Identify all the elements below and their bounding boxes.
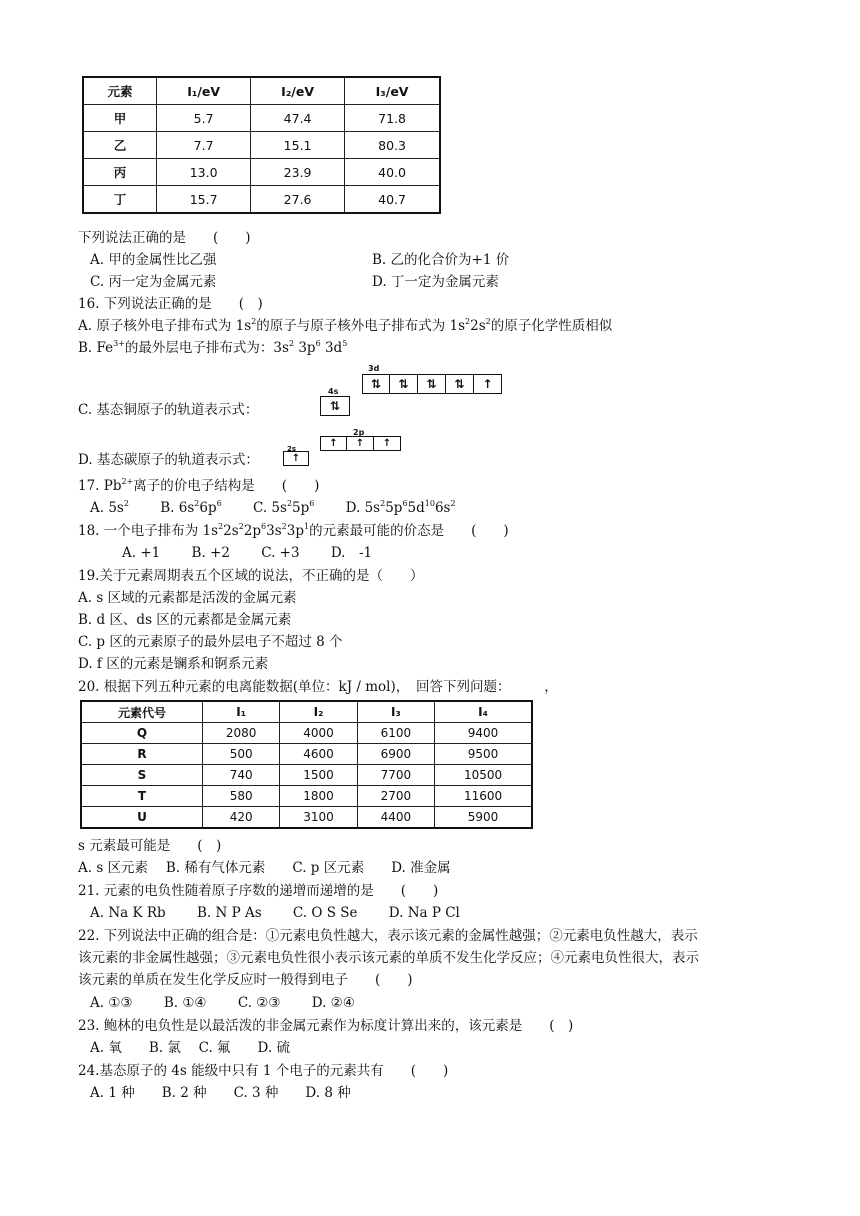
table-cell: S	[81, 765, 202, 786]
orbital-box: ↑	[283, 451, 309, 466]
sup: 2	[194, 499, 200, 508]
table-cell: 9400	[435, 723, 532, 744]
table-cell: 3100	[280, 807, 357, 829]
q22-options: A. ①③ B. ①④ C. ②③ D. ②④	[90, 995, 355, 1011]
text: 的元素最可能的价态是 ( )	[309, 523, 509, 539]
table-cell: 6900	[357, 744, 434, 765]
table-header-cell: I₂/eV	[251, 77, 345, 105]
table-row	[81, 786, 532, 807]
q16-option-d: D. 基态碳原子的轨道表示式：	[78, 452, 259, 468]
sup: 2	[218, 522, 224, 531]
text: 3p	[286, 523, 304, 539]
text: 3p	[294, 340, 316, 356]
table-cell: R	[81, 744, 202, 765]
sup: 5	[342, 339, 348, 348]
table-header-cell: I₁/eV	[157, 77, 251, 105]
table-cell: 1800	[280, 786, 357, 807]
table-cell: 丁	[83, 186, 157, 214]
sup: 6	[261, 522, 267, 531]
ionization-table-1	[82, 76, 441, 214]
table-cell: 6100	[357, 723, 434, 744]
table-cell: 47.4	[251, 105, 345, 132]
table-row	[83, 132, 440, 159]
text: 的原子化学性质相似	[490, 318, 613, 334]
table-cell: 2700	[357, 786, 434, 807]
table-header-cell: I₂	[280, 701, 357, 723]
orbital-box: ⇅	[418, 374, 446, 394]
text: 2s	[223, 523, 239, 539]
q18-stem	[78, 521, 509, 541]
table-header-cell: 元素	[83, 77, 157, 105]
orbital-box: ⇅	[446, 374, 474, 394]
table-row	[83, 159, 440, 186]
q15-stem: 下列说法正确的是 ( )	[78, 230, 251, 246]
table-cell: 27.6	[251, 186, 345, 214]
sup: 1	[303, 522, 310, 531]
table-row	[81, 723, 532, 744]
sup: 2	[123, 499, 129, 508]
text: B. 6s	[160, 500, 195, 516]
table-cell: 40.7	[345, 186, 440, 214]
sup: 6	[315, 339, 321, 348]
sup: 2	[288, 339, 295, 348]
q19-option-c: C. p 区的元素原子的最外层电子不超过 8 个	[78, 634, 343, 650]
text: 3s	[266, 523, 282, 539]
cu-3d-orbital-boxes	[362, 374, 502, 394]
text: 6p	[199, 500, 217, 516]
table-header-cell: 元素代号	[81, 701, 202, 723]
q22-line-3: 该元素的单质在发生化学反应时一般得到电子 ( )	[78, 972, 413, 988]
c-2p-orbital-boxes	[320, 436, 401, 451]
table-cell: 4000	[280, 723, 357, 744]
table-cell: 80.3	[345, 132, 440, 159]
table-cell: 740	[202, 765, 279, 786]
orbital-label-4s: 4s	[328, 387, 339, 396]
orbital-label-2p: 2p	[353, 428, 365, 437]
q15-option-d: D. 丁一定为金属元素	[372, 274, 499, 290]
sup: 2+	[121, 477, 134, 486]
q20-sub-question: s 元素最可能是 ( )	[78, 838, 222, 854]
orbital-label-2s: 2s	[287, 445, 297, 453]
cu-4s-orbital-box	[320, 396, 350, 416]
table-cell: U	[81, 807, 202, 829]
q15-option-b: B. 乙的化合价为+1 价	[372, 252, 510, 268]
q20-stem: 20. 根据下列五种元素的电离能数据(单位：kJ / mol)， 回答下列问题： ，	[78, 679, 558, 695]
sup: 2	[251, 317, 257, 326]
orbital-box: ↑	[347, 436, 374, 451]
sup: 2	[485, 317, 491, 326]
table-header-cell: I₃	[357, 701, 434, 723]
sup: 6	[309, 499, 315, 508]
q24-stem: 24.基态原子的 4s 能级中只有 1 个电子的元素共有 ( )	[78, 1063, 449, 1079]
text: D. 5s	[345, 500, 381, 516]
sup: 6	[402, 499, 408, 508]
sup: 2	[380, 499, 386, 508]
q17-options	[90, 498, 456, 518]
q22-line-2: 该元素的非金属性越强；③元素电负性很小表示该元素的单质不发生化学反应；④元素电负性很大，表示	[78, 950, 699, 966]
table-cell: 2080	[202, 723, 279, 744]
text: 的原子与原子核外电子排布式为 1s	[256, 318, 466, 334]
table-cell: 40.0	[345, 159, 440, 186]
text: B. Fe	[78, 340, 114, 356]
text: 的最外层电子排布式为：3s	[124, 340, 289, 356]
table-cell: 71.8	[345, 105, 440, 132]
text: 2p	[243, 523, 262, 539]
text: 5p	[385, 500, 403, 516]
q23-stem: 23. 鲍林的电负性是以最活泼的非金属元素作为标度计算出来的，该元素是 ( )	[78, 1018, 574, 1034]
orbital-box: ↑	[374, 436, 401, 451]
table-cell: 420	[202, 807, 279, 829]
table-cell: 580	[202, 786, 279, 807]
table-header-row	[81, 701, 532, 723]
q21-options: A. Na K Rb B. N P As C. O S Se D. Na P Cl	[90, 905, 460, 921]
table-cell: 9500	[435, 744, 532, 765]
orbital-box: ⇅	[362, 374, 390, 394]
table-row	[81, 744, 532, 765]
table-cell: 15.7	[157, 186, 251, 214]
table-cell: 15.1	[251, 132, 345, 159]
q18-options: A. +1 B. +2 C. +3 D. -1	[122, 545, 373, 561]
text: A. 5s	[90, 500, 124, 516]
q19-option-d: D. f 区的元素是镧系和锕系元素	[78, 656, 269, 672]
table-cell: 甲	[83, 105, 157, 132]
q21-stem: 21. 元素的电负性随着原子序数的递增而递增的是 ( )	[78, 883, 439, 899]
table-cell: 7700	[357, 765, 434, 786]
table-cell: 4600	[280, 744, 357, 765]
text: C. 5s	[253, 500, 287, 516]
orbital-box: ⇅	[390, 374, 418, 394]
sup: 2	[281, 522, 287, 531]
sup: 2	[465, 317, 471, 326]
table-header-cell: I₄	[435, 701, 532, 723]
c-2s-orbital-box	[283, 451, 309, 466]
q24-options: A. 1 种 B. 2 种 C. 3 种 D. 8 种	[90, 1085, 351, 1101]
table-cell: 4400	[357, 807, 434, 829]
table-cell: 500	[202, 744, 279, 765]
text: 18. 一个电子排布为 1s	[78, 523, 219, 539]
q17-stem	[78, 476, 319, 496]
q16-option-c: C. 基态铜原子的轨道表示式：	[78, 402, 259, 418]
table-row	[81, 807, 532, 829]
orbital-box: ↑	[474, 374, 502, 394]
q19-option-a: A. s 区域的元素都是活泼的金属元素	[78, 590, 297, 606]
q16-option-b	[78, 338, 347, 358]
table-row	[83, 186, 440, 214]
text: 2s	[470, 318, 486, 334]
table-header-cell: I₁	[202, 701, 279, 723]
orbital-label-3d: 3d	[368, 364, 380, 373]
table-header-row	[83, 77, 440, 105]
table-cell: 13.0	[157, 159, 251, 186]
table-cell: 5900	[435, 807, 532, 829]
table-cell: 23.9	[251, 159, 345, 186]
table-cell: 丙	[83, 159, 157, 186]
sup: 2	[238, 522, 244, 531]
text: 17. Pb	[78, 478, 122, 494]
table-cell: 7.7	[157, 132, 251, 159]
q22-line-1: 22. 下列说法中正确的组合是：①元素电负性越大，表示该元素的金属性越强；②元素电负性越大，表示	[78, 928, 698, 944]
table-cell: 11600	[435, 786, 532, 807]
text: 5d	[407, 500, 425, 516]
orbital-box: ⇅	[320, 396, 350, 416]
sup: 10	[424, 499, 435, 508]
q15-option-a: A. 甲的金属性比乙强	[90, 252, 217, 268]
q19-stem: 19.关于元素周期表五个区域的说法，不正确的是（ ）	[78, 568, 424, 584]
table-cell: 10500	[435, 765, 532, 786]
q15-option-c: C. 丙一定为金属元素	[90, 274, 217, 290]
table-header-cell: I₃/eV	[345, 77, 440, 105]
q16-option-a	[78, 316, 612, 336]
sup: 2	[286, 499, 293, 508]
q23-options: A. 氧 B. 氯 C. 氟 D. 硫	[90, 1040, 290, 1056]
q16-stem: 16. 下列说法正确的是 ( )	[78, 296, 263, 312]
table-cell: 乙	[83, 132, 157, 159]
sup: 6	[216, 499, 222, 508]
sup: 3+	[113, 339, 125, 348]
table-cell: 5.7	[157, 105, 251, 132]
table-cell: Q	[81, 723, 202, 744]
text: A. 原子核外电子排布式为 1s	[78, 318, 252, 334]
text: 6s	[434, 500, 451, 516]
q20-options: A. s 区元素 B. 稀有气体元素 C. p 区元素 D. 准金属	[78, 860, 451, 876]
sup: 2	[450, 499, 456, 508]
orbital-box: ↑	[320, 436, 347, 451]
table-row	[83, 105, 440, 132]
ionization-table-2	[80, 700, 533, 829]
table-cell: 1500	[280, 765, 357, 786]
text: 3d	[320, 340, 343, 356]
table-cell: T	[81, 786, 202, 807]
text: 5p	[292, 500, 310, 516]
text: 离子的价电子结构是 ( )	[133, 478, 320, 494]
q19-option-b: B. d 区、ds 区的元素都是金属元素	[78, 612, 292, 628]
table-row	[81, 765, 532, 786]
